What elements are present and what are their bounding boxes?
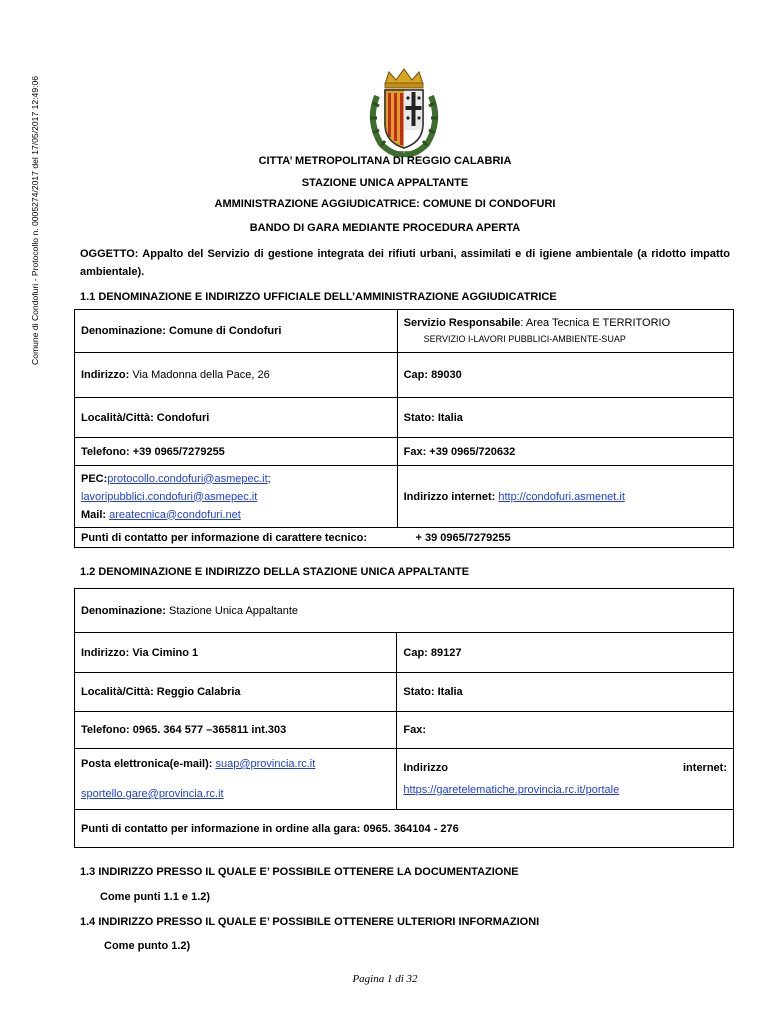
table-row [75, 712, 734, 749]
table-row [75, 438, 734, 466]
municipal-coat-of-arms-icon [363, 66, 445, 158]
stazione-denominazione-value: Stazione Unica Appaltante [165, 604, 299, 617]
contatto-cell [75, 528, 734, 548]
table-row [75, 528, 734, 548]
pec-cell [75, 466, 398, 528]
stazione-indirizzo-cell: Indirizzo: Via Cimino 1 [75, 633, 397, 673]
mail-link[interactable]: areatecnica@condofuri.net [109, 508, 241, 521]
servizio-cell [397, 310, 733, 353]
section-1-1-title: 1.1 DENOMINAZIONE E INDIRIZZO UFFICIALE DELL’AMMINISTRAZIONE AGGIUDICATRICE [80, 291, 557, 303]
stazione-cap-cell: Cap: 89127 [397, 633, 734, 673]
table-row [75, 810, 734, 848]
table-row [75, 353, 734, 398]
internet-cell [397, 466, 733, 528]
stazione-localita-cell: Località/Città: Reggio Calabria [75, 673, 397, 712]
localita-cell: Località/Città: Condofuri [75, 398, 398, 438]
pec-separator: ; [267, 472, 271, 485]
servizio-sub: SERVIZIO I-LAVORI PUBBLICI-AMBIENTE-SUAP [423, 334, 626, 344]
fax-cell: Fax: +39 0965/720632 [397, 438, 733, 466]
stazione-telefono-cell: Telefono: 0965. 364 577 –365811 int.303 [75, 712, 397, 749]
posta-link-sportello[interactable]: sportello.gare@provincia.rc.it [81, 788, 224, 800]
table-row [75, 398, 734, 438]
header-line-bando: BANDO DI GARA MEDIANTE PROCEDURA APERTA [249, 222, 521, 234]
internet-word-internet: internet: [683, 762, 727, 774]
pec-label: PEC: [81, 472, 108, 485]
stazione-internet-cell [397, 749, 734, 810]
posta-link-suap[interactable]: suap@provincia.rc.it [215, 758, 316, 770]
indirizzo-label: Indirizzo: [81, 369, 130, 381]
internet-label-row [403, 757, 727, 779]
amministrazione-table [74, 309, 734, 548]
section-1-2-title: 1.2 DENOMINAZIONE E INDIRIZZO DELLA STAZIONE UNICA APPALTANTE [80, 566, 470, 578]
telefono-cell: Telefono: +39 0965/7279255 [75, 438, 398, 466]
table-row [75, 673, 734, 712]
page-number: Pagina 1 di 32 [352, 973, 418, 985]
pec-link-protocollo[interactable]: protocollo.condofuri@asmepec.it [107, 472, 268, 485]
stato-cell: Stato: Italia [397, 398, 733, 438]
section-1-4-title: 1.4 INDIRIZZO PRESSO IL QUALE E’ POSSIBILE OTTENERE ULTERIORI INFORMAZIONI [80, 916, 540, 928]
posta-label: Posta elettronica(e-mail): [81, 758, 216, 770]
stazione-stato-cell: Stato: Italia [397, 673, 734, 712]
table-row [75, 310, 734, 353]
table-row [75, 633, 734, 673]
stazione-denominazione-cell [75, 589, 734, 633]
table-row [75, 589, 734, 633]
indirizzo-value: Via Madonna della Pace, 26 [129, 369, 270, 381]
stazione-contatto-cell: Punti di contatto per informazione in ordine alla gara: 0965. 364104 - 276 [75, 810, 734, 848]
stazione-denominazione-label: Denominazione: [81, 604, 166, 617]
pec-link-lavori[interactable]: lavoripubblici.condofuri@asmepec.it [81, 490, 258, 503]
stazione-table [74, 588, 734, 848]
oggetto-paragraph: OGGETTO: Appalto del Servizio di gestione integrata dei rifiuti urbani, assimilati e di igiene ambientale (a ridotto impatto ambientale). [80, 248, 730, 278]
internet-word-indirizzo: Indirizzo [403, 762, 448, 774]
mail-label: Mail: [81, 508, 110, 521]
cap-cell: Cap: 89030 [397, 353, 733, 398]
table-row [75, 749, 734, 810]
protocol-stamp: Comune di Condofuri - Protocollo n. 0005274/2017 del 17/05/2017 12:49:06 [30, 75, 40, 365]
header-line-amministrazione: AMMINISTRAZIONE AGGIUDICATRICE: COMUNE DI CONDOFURI [214, 198, 556, 210]
section-1-3-text: Come punti 1.1 e 1.2) [100, 891, 211, 903]
contatto-label: Punti di contatto per informazione di carattere tecnico: [81, 531, 368, 544]
internet-label: Indirizzo internet: [403, 490, 499, 503]
section-1-4-text: Come punto 1.2) [104, 940, 191, 952]
header-line-metropolitana: CITTA’ METROPOLITANA DI REGGIO CALABRIA [258, 155, 512, 167]
stazione-internet-link[interactable]: https://garetelematiche.provincia.rc.it/portale [403, 784, 620, 796]
indirizzo-cell [75, 353, 398, 398]
table-row [75, 466, 734, 528]
servizio-label: Servizio Responsabile [403, 317, 521, 329]
stazione-fax-cell: Fax: [397, 712, 734, 749]
internet-link[interactable]: http://condofuri.asmenet.it [498, 490, 625, 503]
servizio-value: : Area Tecnica E TERRITORIO [520, 317, 671, 329]
contatto-telefono: + 39 0965/7279255 [415, 531, 511, 544]
section-1-3-title: 1.3 INDIRIZZO PRESSO IL QUALE E’ POSSIBILE OTTENERE LA DOCUMENTAZIONE [80, 866, 519, 878]
posta-cell [75, 749, 397, 810]
denominazione-cell: Denominazione: Comune di Condofuri [75, 310, 398, 353]
header-line-stazione: STAZIONE UNICA APPALTANTE [301, 177, 469, 189]
